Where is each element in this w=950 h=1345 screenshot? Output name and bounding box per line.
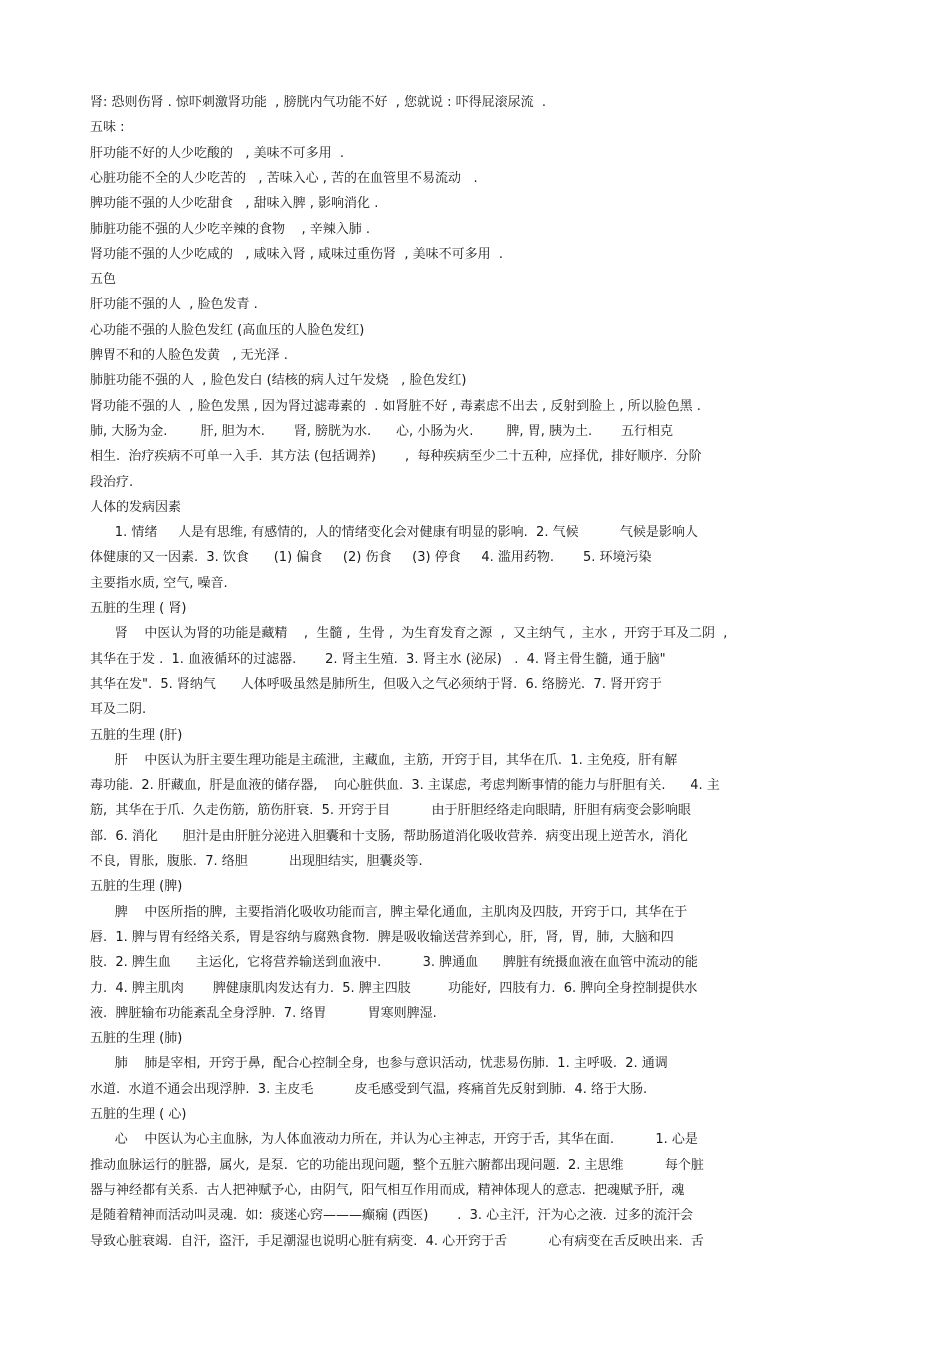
text-line: 五脏的生理 (脾) xyxy=(90,879,183,895)
text-line: 肾 中医认为肾的功能是藏精 , 生髓 , 生骨 , 为生育发育之源 , 又主纳气 , 主水 , 开窍于耳及二阴 , xyxy=(90,626,728,642)
text-line: 脾 中医所指的脾, 主要指消化吸收功能而言, 脾主晕化通血, 主肌肉及四肢, 开窍于口, 其华在于 xyxy=(90,904,688,920)
text-line: 耳及二阴. xyxy=(90,702,147,718)
text-line: 五脏的生理 (肝) xyxy=(90,727,183,743)
text-line: 1. 情绪 人是有思维, 有感情的, 人的情绪变化会对健康有明显的影响. 2. 气候 气候是影响人 xyxy=(90,525,698,541)
text-line: 力. 4. 脾主肌肉 脾健康肌肉发达有力. 5. 脾主四肢 功能好, 四肢有力. 6. 脾向全身控制提供水 xyxy=(90,980,698,996)
text-line: 不良, 胃胀, 腹胀. 7. 络胆 出现胆结实, 胆囊炎等. xyxy=(90,854,423,869)
text-line: 肺 肺是宰相, 开窍于鼻, 配合心控制全身, 也参与意识活动, 忧悲易伤肺. 1. 主呼吸. 2. 通调 xyxy=(90,1056,668,1072)
text-line: 心脏功能不全的人少吃苦的 , 苦味入心 , 苦的在血管里不易流动 . xyxy=(90,170,478,186)
text-line: 导致心脏衰竭. 自汗, 盗汗, 手足潮湿也说明心脏有病变. 4. 心开窍于舌 心有病变在舌反映出来. 舌 xyxy=(90,1233,704,1249)
text-line: 唇. 1. 脾与胃有经络关系, 胃是容纳与腐熟食物. 脾是吸收输送营养到心, 肝, 肾, 胃, 肺, 大脑和四 xyxy=(90,929,674,945)
text-line: 肺脏功能不强的人 , 脸色发白 (结核的病人过午发烧 , 脸色发红) xyxy=(90,373,467,389)
text-line: 肺脏功能不强的人少吃辛辣的食物 , 辛辣入肺 . xyxy=(90,221,371,237)
text-line: 器与神经都有关系. 古人把神赋予心, 由阴气, 阳气相互作用而成, 精神体现人的意志. 把魂赋予肝, 魂 xyxy=(90,1182,685,1198)
text-line: 相生. 治疗疾病不可单一入手. 其方法 (包括调养) , 每种疾病至少二十五种, 应择优, 排好顺序. 分阶 xyxy=(90,449,702,465)
text-line: 肢. 2. 脾生血 主运化, 它将营养输送到血液中. 3. 脾通血 脾脏有统摄血液在血管中流动的能 xyxy=(90,955,698,971)
text-line: 其华在发". 5. 肾纳气 人体呼吸虽然是肺所生, 但吸入之气必须纳于肾. 6. 络膀光. 7. 肾开窍于 xyxy=(90,676,662,692)
text-line: 推动血脉运行的脏器, 属火, 是泵. 它的功能出现问题, 整个五脏六腑都出现问题. 2. 主思维 每个脏 xyxy=(90,1157,704,1173)
text-line: 体健康的又一因素. 3. 饮食 (1) 偏食 (2) 伤食 (3) 停食 4. 滥用药物. 5. 环境污染 xyxy=(90,550,652,566)
text-line: 五味 : xyxy=(90,120,125,136)
text-line: 脾胃不和的人脸色发黄 , 无光泽 . xyxy=(90,348,288,363)
text-line: 肾功能不强的人 , 脸色发黑 , 因为肾过滤毒素的 . 如肾脏不好 , 毒素虑不出去 , 反射到脸上 , 所以脸色黑 . xyxy=(90,398,701,414)
text-line: 五脏的生理 (肺) xyxy=(90,1031,183,1047)
text-line: 肾功能不强的人少吃咸的 , 咸味入肾 , 咸味过重伤肾 , 美味不可多用 . xyxy=(90,246,503,262)
text-line: 肾: 恐则伤肾 . 惊吓刺激肾功能 , 膀胱内气功能不好 , 您就说 : 吓得屁滚尿流 . xyxy=(90,95,547,110)
text-line: 脾功能不强的人少吃甜食 , 甜味入脾 , 影响消化 . xyxy=(90,196,379,212)
text-line: 肝功能不好的人少吃酸的 , 美味不可多用 . xyxy=(90,145,345,161)
text-line: 毒功能. 2. 肝藏血, 肝是血液的储存器, 向心脏供血. 3. 主谋虑, 考虑判断事情的能力与肝胆有关. 4. 主 xyxy=(90,778,720,794)
text-line: 液. 脾脏输布功能紊乱全身浮肿. 7. 络胃 胃寒则脾湿. xyxy=(90,1005,437,1021)
text-line: 五脏的生理 ( 肾) xyxy=(90,601,187,616)
text-line: 肝 中医认为肝主要生理功能是主疏泄, 主藏血, 主筋, 开窍于目, 其华在爪. 1. 主免疫, 肝有解 xyxy=(90,752,678,768)
text-line: 肝功能不强的人 , 脸色发青 . xyxy=(90,297,258,313)
text-line: 心 中医认为心主血脉, 为人体血液动力所在, 并认为心主神志, 开窍于舌, 其华在面. 1. 心是 xyxy=(90,1132,698,1148)
text-line: 段治疗. xyxy=(90,474,134,490)
text-line: 人体的发病因素 xyxy=(90,499,182,515)
text-line: 水道. 水道不通会出现浮肿. 3. 主皮毛 皮毛感受到气温, 疼痛首先反射到肺. 4. 络于大肠. xyxy=(90,1081,648,1097)
text-line: 五脏的生理 ( 心) xyxy=(90,1107,187,1122)
text-line: 其华在于发 . 1. 血液循环的过滤器. 2. 肾主生殖. 3. 肾主水 (泌尿) . 4. 肾主骨生髓, 通于脑" xyxy=(90,651,666,667)
text-line: 筋, 其华在于爪. 久走伤筋, 筋伤肝衰. 5. 开窍于目 由于肝胆经络走向眼睛, 肝胆有病变会影响眼 xyxy=(90,803,691,819)
text-line: 主要指水质, 空气, 噪音. xyxy=(90,575,228,591)
text-line: 五色 xyxy=(90,272,117,288)
text-line: 心功能不强的人脸色发红 (高血压的人脸色发红) xyxy=(90,322,365,338)
text-line: 肺, 大肠为金. 肝, 胆为木. 肾, 膀胱为水. 心, 小肠为火. 脾, 胃, 胰为土. 五行相克 xyxy=(90,423,674,439)
text-line: 部. 6. 消化 胆汁是由肝脏分泌进入胆囊和十支肠, 帮助肠道消化吸收营养. 病变出现上逆苦水, 消化 xyxy=(90,828,688,844)
text-line: 是随着精神而活动叫灵魂. 如: 痰迷心窍———癫痫 (西医) . 3. 心主汗, 汗为心之液. 过多的流汗会 xyxy=(90,1208,693,1224)
